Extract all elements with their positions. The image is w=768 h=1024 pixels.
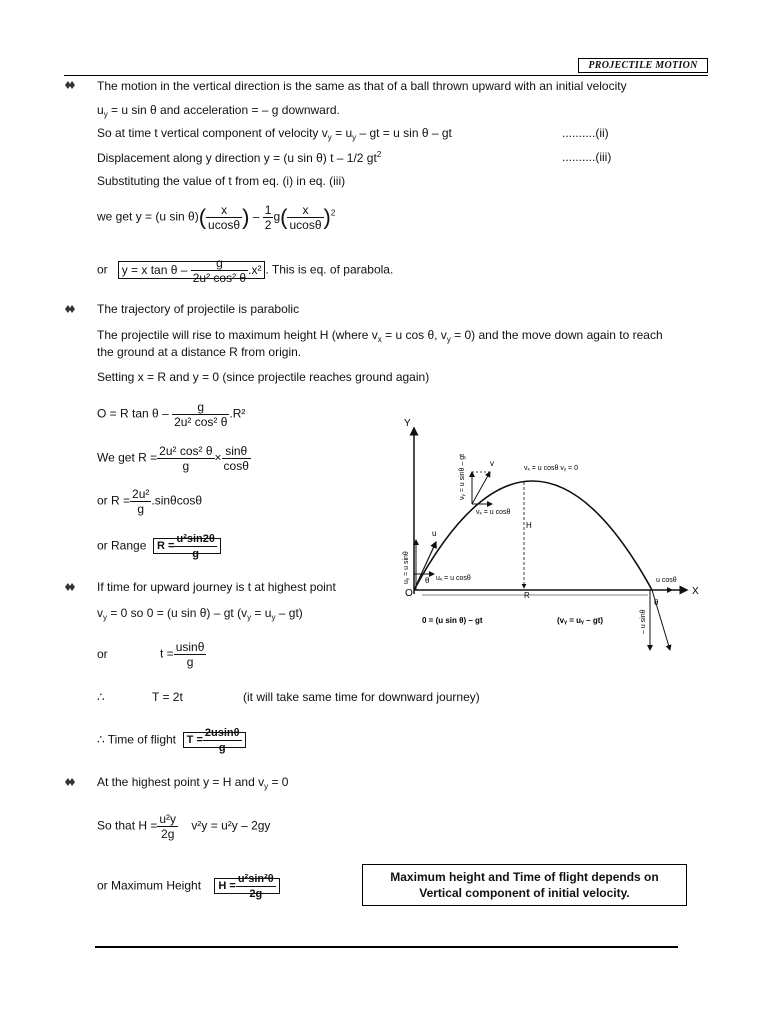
text-line: Setting x = R and y = 0 (since projectile reaches ground again) xyxy=(97,370,430,384)
note-line: Maximum height and Time of flight depends on xyxy=(390,870,659,884)
theta-label: θ xyxy=(425,576,430,585)
u-label: u xyxy=(432,529,437,538)
mid-velocity-arrows xyxy=(472,472,492,504)
equation: t = $\frac{usin\theta}{g}$ xyxy=(160,640,205,669)
x-axis-label: X xyxy=(692,586,699,597)
vx-start-label: uₓ = u cosθ xyxy=(436,575,471,582)
equation: or Maximum Height H = $\frac{\text{u²sin²θ}}{2g}$ xyxy=(97,872,280,901)
origin-label: O xyxy=(405,588,413,599)
equation: O = R tan θ – $\frac{g}{\text{2u² cos² θ}}$ .R² xyxy=(97,400,246,429)
end-vx-label: u cosθ xyxy=(656,577,677,584)
vy-start-label: uᵧ = u sinθ xyxy=(403,551,410,584)
text-line: the ground at a distance R from origin. xyxy=(97,345,302,359)
equation: So that H = $\frac{\text{u²y}}{2g}$ v²y = u²y – 2gy xyxy=(97,812,271,841)
page-header: PROJECTILE MOTION xyxy=(578,58,708,73)
end-theta-label: θ xyxy=(654,598,659,607)
bullet-icon xyxy=(64,80,76,90)
trajectory-curve xyxy=(414,481,652,590)
bullet-icon xyxy=(64,777,76,787)
eq-ref: ..........(iii) xyxy=(562,150,612,164)
equation: we get y = (u sin θ)( $\frac{x}{ucos\theta}$ ) – $\frac{1}{2}$ g( $\frac{x}{ucos\theta}$ )$^2$ xyxy=(97,203,336,232)
header-rule xyxy=(64,75,708,76)
text-line: $u_y = u$ sin θ and acceleration = – g downward. xyxy=(97,103,340,119)
bullet-icon xyxy=(64,304,76,314)
mid-vy-label: vᵧ = u sinθ – gt xyxy=(459,453,466,500)
note-line: Vertical component of initial velocity. xyxy=(419,886,630,900)
text-line: The projectile will rise to maximum height H (where $v_x = u$ cos θ, $v_y = 0$) and the move down again to reach xyxy=(97,328,663,344)
text-line: The motion in the vertical direction is the same as that of a ball thrown upward with an initial velocity xyxy=(97,79,627,93)
y-axis-label: Y xyxy=(404,418,411,429)
text-line: (it will take same time for downward journey) xyxy=(243,690,480,704)
top-velocity-label: vₓ = u cosθ vᵧ = 0 xyxy=(524,465,578,472)
text-line: $v_y = 0$ so 0 = (u sin θ) – gt $(v_y = u_y - gt)$ xyxy=(97,606,303,622)
footer-rule xyxy=(95,946,678,948)
text-line: ∴ xyxy=(97,690,105,704)
end-vy-label: – u sinθ xyxy=(640,609,647,634)
eq-ref: ..........(ii) xyxy=(562,126,609,140)
v-label: v xyxy=(490,459,494,468)
text-line: If time for upward journey is t at highest point xyxy=(97,580,336,594)
diagram-eq-2: (vᵧ = uᵧ – gt) xyxy=(557,616,604,625)
text-line: Substituting the value of t from eq. (i) in eq. (iii) xyxy=(97,174,346,188)
equation: or Range R = $\frac{\text{u²sin2θ}}{g}$ xyxy=(97,532,221,561)
equation: ∴ Time of flight T = $\frac{2usin\theta}{g}$ xyxy=(97,726,246,755)
range-label: R xyxy=(524,591,530,600)
mid-vx-label: vₓ = u cosθ xyxy=(476,509,511,516)
text-line: The trajectory of projectile is parabolic xyxy=(97,302,300,316)
bullet-icon xyxy=(64,582,76,592)
equation: We get R = $\frac{\text{2u² cos² θ}}{g}$ × $\frac{\sin\theta}{\cos\theta}$ xyxy=(97,444,249,473)
text-line: or xyxy=(97,647,108,661)
trajectory-diagram xyxy=(392,412,712,660)
text-line: Displacement along y direction y = (u sin θ) t – 1/2 $gt^2$ xyxy=(97,150,382,165)
equation: or R = $\frac{\text{2u²}}{g}$ .sinθcosθ xyxy=(97,487,203,516)
text-line: So at time t vertical component of velocity $v_y = u_y$ – gt = u sin θ – gt xyxy=(97,126,452,142)
height-label: H xyxy=(526,521,532,530)
text-line: T = 2t xyxy=(152,690,183,704)
diagram-eq-1: 0 = (u sin θ) – gt xyxy=(422,616,483,625)
equation: or y = x tan θ – $\frac{g}{\text{2u² cos² θ}}$ .x² . This is eq. of parabola. xyxy=(97,256,394,285)
note-box xyxy=(362,864,687,906)
text-line: At the highest point y = H and $v_y = 0$ xyxy=(97,775,289,791)
